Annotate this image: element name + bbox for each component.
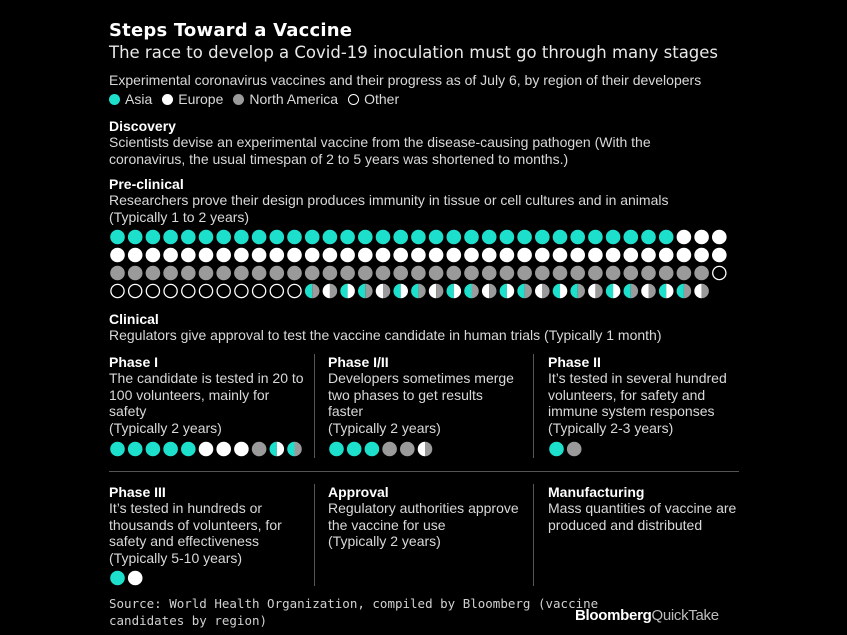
preclinical-dot bbox=[464, 248, 479, 263]
preclinical-dot bbox=[606, 248, 621, 263]
preclinical-dot bbox=[128, 230, 143, 245]
preclinical-dot bbox=[358, 230, 373, 245]
phase1-title: Phase I bbox=[109, 354, 159, 370]
preclinical-dot-half bbox=[641, 284, 648, 299]
brand-bold: Bloomberg bbox=[575, 607, 652, 624]
preclinical-dot-half bbox=[393, 284, 400, 299]
preclinical-dot bbox=[535, 266, 550, 281]
preclinical-dot-half bbox=[358, 284, 365, 299]
divider bbox=[314, 484, 315, 586]
preclinical-dot bbox=[659, 230, 674, 245]
preclinical-dot bbox=[216, 248, 231, 263]
preclinical-dot-half bbox=[702, 284, 709, 299]
phase12-text bbox=[328, 370, 518, 436]
preclinical-dot bbox=[270, 248, 285, 263]
preclinical-dot-half bbox=[659, 284, 666, 299]
preclinical-dot-half bbox=[684, 284, 691, 299]
chart-title: Steps Toward a Vaccine bbox=[109, 20, 353, 41]
preclinical-dot-half bbox=[305, 284, 312, 299]
preclinical-dot-half bbox=[606, 284, 613, 299]
preclinical-dot bbox=[553, 248, 568, 263]
chart-description: Experimental coronavirus vaccines and their progress as of July 6, by region of their developers bbox=[109, 72, 702, 88]
preclinical-dot bbox=[606, 230, 621, 245]
preclinical-dot bbox=[252, 230, 267, 245]
clinical-title: Clinical bbox=[109, 311, 159, 327]
phase12-dot-half bbox=[418, 442, 425, 457]
preclinical-dot-half bbox=[464, 284, 471, 299]
preclinical-dot bbox=[447, 230, 462, 245]
chart-subtitle: The race to develop a Covid-19 inoculation must go through many stages bbox=[109, 43, 719, 62]
preclinical-dot bbox=[376, 230, 391, 245]
preclinical-dot bbox=[217, 284, 230, 297]
phase1-dot bbox=[163, 442, 178, 457]
preclinical-dot-half bbox=[588, 284, 595, 299]
approval-duration: (Typically 2 years) bbox=[328, 533, 441, 549]
preclinical-dot-half bbox=[517, 284, 524, 299]
preclinical-dot bbox=[588, 266, 603, 281]
source-note: Source: World Health Organization, compiled by Bloomberg (vaccine candidates by region) bbox=[109, 596, 599, 628]
preclinical-dot-half bbox=[560, 284, 567, 299]
preclinical-dot bbox=[606, 266, 621, 281]
divider bbox=[533, 484, 534, 586]
preclinical-dot bbox=[235, 284, 248, 297]
preclinical-dot-half bbox=[507, 284, 514, 299]
preclinical-dot bbox=[340, 248, 355, 263]
preclinical-dot bbox=[641, 248, 656, 263]
preclinical-dot-half bbox=[649, 284, 656, 299]
preclinical-dot bbox=[234, 266, 249, 281]
legend-label: Asia bbox=[125, 91, 153, 107]
preclinical-dot-half bbox=[418, 284, 425, 299]
preclinical-dot-half bbox=[694, 284, 701, 299]
phase1-duration: (Typically 2 years) bbox=[109, 419, 222, 436]
preclinical-dot bbox=[447, 248, 462, 263]
preclinical-dot bbox=[128, 266, 143, 281]
divider bbox=[533, 354, 534, 458]
phase3-title: Phase III bbox=[109, 484, 166, 500]
preclinical-dot bbox=[252, 266, 267, 281]
preclinical-dot bbox=[376, 248, 391, 263]
preclinical-dot bbox=[287, 230, 302, 245]
phase1-dot bbox=[234, 442, 249, 457]
phase3-description: It’s tested in hundreds or thousands of volunteers, for safety and effectiveness bbox=[109, 500, 282, 549]
preclinical-dot bbox=[305, 248, 320, 263]
phase2-dot bbox=[567, 442, 582, 457]
legend-label: North America bbox=[249, 91, 339, 107]
preclinical-dot-half bbox=[454, 284, 461, 299]
preclinical-dot-half bbox=[624, 284, 631, 299]
phase2-text bbox=[548, 370, 743, 436]
phase12-description: Developers sometimes merge two phases to get results faster bbox=[328, 370, 514, 419]
preclinical-dot bbox=[482, 248, 497, 263]
preclinical-dot bbox=[340, 230, 355, 245]
preclinical-dot bbox=[252, 248, 267, 263]
preclinical-dot-half bbox=[383, 284, 390, 299]
phase12-dot bbox=[329, 442, 344, 457]
preclinical-dot bbox=[624, 230, 639, 245]
preclinical-dot bbox=[500, 266, 515, 281]
preclinical-dot bbox=[146, 248, 161, 263]
phase1-dot-half bbox=[295, 442, 302, 457]
preclinical-dot bbox=[110, 248, 125, 263]
preclinical-dot bbox=[287, 266, 302, 281]
approval-title: Approval bbox=[328, 484, 389, 500]
phase12-dot-half bbox=[425, 442, 432, 457]
preclinical-dot bbox=[712, 230, 727, 245]
phase1-dot bbox=[252, 442, 267, 457]
phase3-dot bbox=[128, 571, 143, 586]
preclinical-dot bbox=[553, 266, 568, 281]
preclinical-dot bbox=[624, 248, 639, 263]
preclinical-dot bbox=[216, 266, 231, 281]
preclinical-dot bbox=[323, 230, 338, 245]
preclinical-dot bbox=[641, 230, 656, 245]
preclinical-dot bbox=[181, 230, 196, 245]
preclinical-dot-half bbox=[631, 284, 638, 299]
preclinical-dot-half bbox=[613, 284, 620, 299]
preclinical-dot bbox=[517, 248, 532, 263]
phase3-duration: (Typically 5-10 years) bbox=[109, 549, 243, 566]
phase1-text bbox=[109, 370, 304, 436]
preclinical-dot bbox=[411, 266, 426, 281]
preclinical-dot bbox=[659, 266, 674, 281]
phase1-dot bbox=[199, 442, 214, 457]
preclinical-dot-half bbox=[312, 284, 319, 299]
legend-label: Other bbox=[364, 91, 400, 107]
phase12-duration: (Typically 2 years) bbox=[328, 419, 441, 436]
preclinical-dot bbox=[429, 266, 444, 281]
preclinical-dot bbox=[234, 230, 249, 245]
preclinical-text: Researchers prove their design produces immunity in tissue or cell cultures and in animals (Typically 1 to 2 years) bbox=[109, 192, 669, 225]
phase12-dot bbox=[382, 442, 397, 457]
preclinical-dot bbox=[411, 230, 426, 245]
preclinical-dot bbox=[305, 230, 320, 245]
preclinical-dot-half bbox=[340, 284, 347, 299]
preclinical-dot-half bbox=[323, 284, 330, 299]
preclinical-dot-half bbox=[401, 284, 408, 299]
preclinical-dot bbox=[447, 266, 462, 281]
preclinical-dot bbox=[129, 284, 142, 297]
preclinical-dot bbox=[393, 248, 408, 263]
preclinical-dot-half bbox=[677, 284, 684, 299]
preclinical-dot-half bbox=[578, 284, 585, 299]
approval-text bbox=[328, 500, 523, 550]
preclinical-dot bbox=[340, 266, 355, 281]
preclinical-dot bbox=[517, 230, 532, 245]
preclinical-dot bbox=[199, 284, 212, 297]
discovery-title: Discovery bbox=[109, 118, 176, 134]
phase2-title: Phase II bbox=[548, 354, 601, 370]
preclinical-dot bbox=[535, 230, 550, 245]
preclinical-dot bbox=[570, 230, 585, 245]
preclinical-dot bbox=[146, 230, 161, 245]
preclinical-dot bbox=[429, 230, 444, 245]
phase1-dot bbox=[110, 442, 125, 457]
phase2-description: It’s tested in several hundred volunteers, for safety and immune system responses bbox=[548, 370, 727, 419]
preclinical-dot bbox=[323, 266, 338, 281]
preclinical-dot-half bbox=[489, 284, 496, 299]
preclinical-dot-half bbox=[482, 284, 489, 299]
preclinical-dot bbox=[694, 248, 709, 263]
preclinical-dot bbox=[181, 266, 196, 281]
preclinical-dot bbox=[411, 248, 426, 263]
preclinical-dot bbox=[694, 266, 709, 281]
preclinical-title: Pre-clinical bbox=[109, 176, 184, 192]
preclinical-dot bbox=[163, 266, 178, 281]
phase1-dot bbox=[128, 442, 143, 457]
preclinical-dot bbox=[517, 266, 532, 281]
preclinical-dot bbox=[146, 284, 159, 297]
preclinical-dot bbox=[482, 230, 497, 245]
brand-logo bbox=[575, 607, 719, 624]
preclinical-dot-half bbox=[570, 284, 577, 299]
preclinical-dot bbox=[588, 248, 603, 263]
preclinical-dot-half bbox=[535, 284, 542, 299]
phase12-dot bbox=[347, 442, 362, 457]
phase12-title: Phase I/II bbox=[328, 354, 389, 370]
manufacturing-text bbox=[548, 500, 743, 533]
preclinical-dot bbox=[641, 266, 656, 281]
preclinical-dot bbox=[535, 248, 550, 263]
preclinical-dot bbox=[146, 266, 161, 281]
clinical-text: Regulators give approval to test the vaccine candidate in human trials (Typically 1 month) bbox=[109, 327, 662, 343]
preclinical-dot bbox=[288, 284, 301, 297]
legend-label: Europe bbox=[178, 91, 224, 107]
phase1-dot-half bbox=[277, 442, 284, 457]
preclinical-dot-half bbox=[436, 284, 443, 299]
phase2-duration: (Typically 2-3 years) bbox=[548, 419, 674, 436]
preclinical-dot bbox=[464, 230, 479, 245]
preclinical-dot bbox=[181, 248, 196, 263]
approval-description: Regulatory authorities approve the vaccine for use bbox=[328, 500, 519, 533]
preclinical-dot-half bbox=[447, 284, 454, 299]
phase1-dot bbox=[146, 442, 161, 457]
preclinical-dot bbox=[677, 248, 692, 263]
preclinical-dot bbox=[182, 284, 195, 297]
preclinical-dot bbox=[659, 248, 674, 263]
preclinical-dot bbox=[253, 284, 266, 297]
phase3-text bbox=[109, 500, 304, 566]
preclinical-dot bbox=[464, 266, 479, 281]
manufacturing-title: Manufacturing bbox=[548, 484, 645, 500]
preclinical-dot-half bbox=[429, 284, 436, 299]
preclinical-dot-half bbox=[525, 284, 532, 299]
preclinical-dot-half bbox=[376, 284, 383, 299]
preclinical-dot bbox=[694, 230, 709, 245]
preclinical-dot bbox=[712, 248, 727, 263]
preclinical-dot bbox=[677, 230, 692, 245]
preclinical-dot bbox=[570, 248, 585, 263]
preclinical-dot bbox=[358, 248, 373, 263]
phase1-description: The candidate is tested in 20 to 100 volunteers, mainly for safety bbox=[109, 370, 304, 419]
divider bbox=[109, 471, 739, 472]
preclinical-dot bbox=[393, 266, 408, 281]
preclinical-dot-half bbox=[666, 284, 673, 299]
preclinical-dot bbox=[323, 248, 338, 263]
preclinical-dot bbox=[393, 230, 408, 245]
phase12-dot bbox=[400, 442, 415, 457]
preclinical-dot bbox=[164, 284, 177, 297]
brand-light: QuickTake bbox=[651, 607, 719, 624]
preclinical-dot bbox=[270, 230, 285, 245]
preclinical-dot bbox=[376, 266, 391, 281]
preclinical-dot bbox=[199, 266, 214, 281]
preclinical-dot bbox=[110, 266, 125, 281]
preclinical-dot bbox=[713, 266, 726, 279]
preclinical-dot bbox=[216, 230, 231, 245]
preclinical-dot bbox=[111, 284, 124, 297]
phase1-dot-half bbox=[270, 442, 277, 457]
preclinical-dot bbox=[199, 230, 214, 245]
preclinical-dot bbox=[234, 248, 249, 263]
preclinical-dot-half bbox=[330, 284, 337, 299]
divider bbox=[314, 354, 315, 458]
discovery-text: Scientists devise an experimental vaccine from the disease-causing pathogen (With the coronavirus, the usual timespan of 2 to 5 years was shortened to months.) bbox=[109, 134, 651, 167]
phase2-dot bbox=[549, 442, 564, 457]
preclinical-dot-half bbox=[411, 284, 418, 299]
preclinical-dot-half bbox=[500, 284, 507, 299]
preclinical-dot bbox=[305, 266, 320, 281]
preclinical-dot bbox=[270, 266, 285, 281]
preclinical-dot bbox=[570, 266, 585, 281]
preclinical-dot-half bbox=[365, 284, 372, 299]
preclinical-dot-half bbox=[472, 284, 479, 299]
preclinical-dot bbox=[429, 248, 444, 263]
preclinical-dot bbox=[588, 230, 603, 245]
manufacturing-description: Mass quantities of vaccine are produced and distributed bbox=[548, 500, 737, 533]
preclinical-dot bbox=[553, 230, 568, 245]
preclinical-dot-half bbox=[595, 284, 602, 299]
preclinical-dot bbox=[677, 266, 692, 281]
preclinical-dot-half bbox=[348, 284, 355, 299]
phase1-dot bbox=[216, 442, 231, 457]
preclinical-dot bbox=[128, 248, 143, 263]
preclinical-dot-half bbox=[542, 284, 549, 299]
phase1-dot bbox=[181, 442, 196, 457]
preclinical-dot bbox=[110, 230, 125, 245]
phase3-dot bbox=[110, 571, 125, 586]
preclinical-dot bbox=[500, 230, 515, 245]
preclinical-dot bbox=[270, 284, 283, 297]
preclinical-dot-half bbox=[553, 284, 560, 299]
preclinical-dot bbox=[163, 230, 178, 245]
preclinical-dot bbox=[358, 266, 373, 281]
preclinical-dot bbox=[500, 248, 515, 263]
preclinical-dot bbox=[199, 248, 214, 263]
preclinical-dot bbox=[482, 266, 497, 281]
preclinical-dot bbox=[163, 248, 178, 263]
phase1-dot-half bbox=[287, 442, 294, 457]
preclinical-dot bbox=[287, 248, 302, 263]
phase12-dot bbox=[365, 442, 380, 457]
preclinical-dot bbox=[624, 266, 639, 281]
